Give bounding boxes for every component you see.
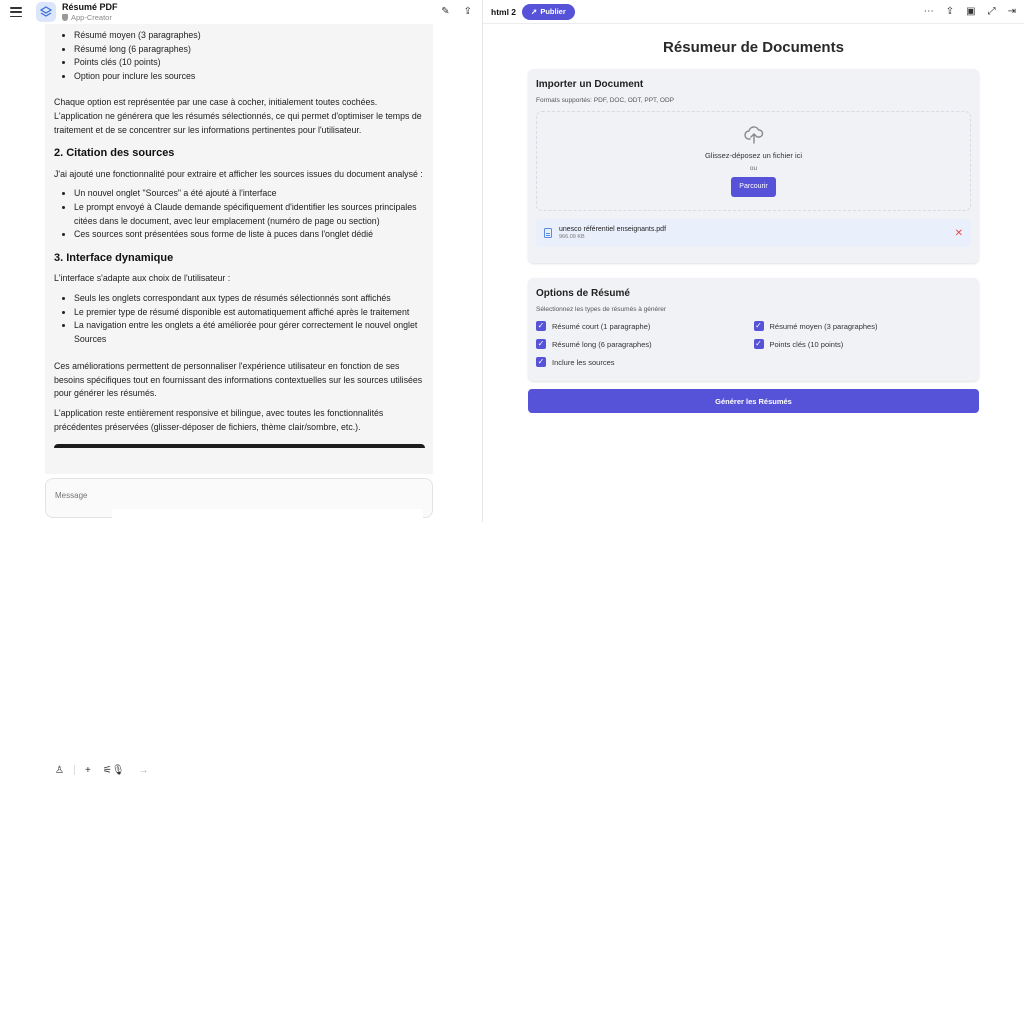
rocket-icon: ➚ [531, 7, 538, 16]
checkbox-checked-icon[interactable]: ✓ [537, 357, 545, 366]
artifact-pane [483, 0, 1024, 522]
upload-cloud-icon [744, 126, 764, 144]
generate-summaries-button[interactable]: Générer les Résumés [528, 389, 979, 413]
chat-header-actions [441, 6, 472, 18]
message-composer [45, 478, 433, 776]
file-info [559, 226, 666, 240]
divider [74, 765, 75, 775]
checkbox-checked-icon[interactable]: ✓ [537, 339, 545, 348]
list-item: • La navigation entre les onglets a été améliorée pour gérer correctement le nouvel onglet Sources [74, 319, 425, 346]
option-label: Résumé court (1 paragraphe) [552, 321, 651, 331]
summary-options-list [54, 29, 425, 83]
app-logo-icon [36, 2, 56, 22]
edit-icon[interactable]: ✎ [441, 6, 450, 17]
app-preview [483, 38, 1024, 413]
option-include-sources[interactable] [536, 356, 754, 368]
page-title: Résumeur de Documents [663, 39, 844, 56]
share-icon[interactable]: ⇪ [463, 6, 472, 17]
browse-button[interactable]: Parcourir [731, 177, 775, 197]
project-label [62, 14, 118, 22]
stamp-icon[interactable]: ♙ [55, 764, 64, 776]
microphone-icon[interactable]: 🎙︎ [111, 764, 125, 776]
chat-header [0, 0, 482, 24]
expand-icon[interactable]: ⤢ [987, 5, 996, 17]
settings-sliders-icon[interactable]: ⚟ [102, 764, 112, 776]
code-view-icon[interactable]: ▣ [966, 5, 976, 17]
publish-label: Publier [540, 7, 566, 16]
file-dropzone[interactable] [536, 111, 971, 211]
checkbox-checked-icon[interactable]: ✓ [755, 339, 762, 348]
composer-right-actions [112, 509, 423, 1031]
option-label: Résumé long (6 paragraphes) [552, 339, 652, 349]
list-item: • Points clés (10 points) [74, 56, 425, 70]
checkbox-checked-icon[interactable]: ✓ [755, 321, 762, 330]
list-item: • Résumé long (6 paragraphes) [74, 43, 425, 57]
checkbox-checked-icon[interactable]: ✓ [537, 321, 545, 330]
option-label: Résumé moyen (3 paragraphes) [769, 321, 878, 331]
options-grid [536, 320, 971, 368]
paragraph: Ces améliorations permettent de personnaliser l'expérience utilisateur en fonction de ses besoins spécifiques tout en fournissant des informations contextuelles sur les sources utilisées pour générer les résumés. [54, 361, 423, 399]
list-item: • Résumé moyen (3 paragraphes) [74, 29, 425, 43]
document-icon [544, 228, 552, 238]
or-separator: ou [749, 164, 758, 172]
import-heading: Importer un Document [536, 79, 644, 90]
paragraph: J'ai ajouté une fonctionnalité pour extraire et afficher les sources issues du document analysé : [54, 168, 423, 179]
send-arrow-icon[interactable]: → [138, 764, 149, 776]
file-size: 966.09 KB [559, 234, 585, 240]
list-item: • Seuls les onglets correspondant aux types de résumés sélectionnés sont affichés [74, 292, 425, 306]
drop-instructions: Glissez-déposez un fichier ici [704, 150, 803, 160]
option-key-points[interactable] [754, 338, 972, 350]
summary-options-card [528, 278, 979, 381]
artifact-card-edge[interactable] [54, 444, 425, 448]
list-item: • Option pour inclure les sources [74, 70, 425, 84]
section-heading: 2. Citation des sources [54, 147, 175, 160]
option-label: Points clés (10 points) [769, 339, 844, 349]
collapse-panel-icon[interactable]: ⇥ [1007, 5, 1016, 17]
option-medium-summary[interactable] [754, 320, 972, 332]
option-label: Inclure les sources [552, 357, 615, 367]
import-card [528, 69, 979, 263]
project-name: App-Creator [71, 12, 112, 22]
project-icon [62, 14, 68, 21]
paragraph: L'interface s'adapte aux choix de l'utilisateur : [54, 273, 231, 284]
message-input[interactable] [55, 491, 423, 500]
option-long-summary[interactable] [536, 338, 754, 350]
chat-messages[interactable] [45, 24, 433, 474]
list-item: • Le premier type de résumé disponible est automatiquement affiché après le traitement [74, 306, 425, 320]
chat-pane [0, 0, 483, 776]
option-short-summary[interactable] [536, 320, 754, 332]
publish-button[interactable] [522, 4, 575, 20]
project-title-block[interactable] [62, 3, 118, 22]
artifact-actions [924, 6, 1016, 18]
artifact-header [483, 0, 1024, 24]
remove-file-icon[interactable]: ✕ [954, 227, 963, 239]
supported-formats: Formats supportés: PDF, DOC, ODT, PPT, ODP [536, 97, 674, 104]
interface-list [54, 292, 425, 346]
list-item: • Ces sources sont présentées sous forme de liste à puces dans l'onglet dédié [74, 228, 425, 242]
add-icon[interactable]: + [84, 764, 91, 776]
paragraph: L'application reste entièrement responsive et bilingue, avec toutes les fonctionnalités précédentes préservées (glisser-déposer de fichiers, thème clair/sombre, etc.). [54, 408, 384, 432]
app-title: Résumé PDF [62, 1, 118, 12]
menu-icon[interactable] [10, 7, 22, 17]
more-icon[interactable]: ⋯ [923, 5, 934, 17]
list-item: • Un nouvel onglet "Sources" a été ajouté à l'interface [74, 187, 425, 201]
selected-file [536, 219, 971, 247]
file-name: unesco référentiel enseignants.pdf [559, 226, 667, 233]
paragraph: Chaque option est représentée par une case à cocher, initialement toutes cochées. L'application ne générera que les résumés sélectionnés, ce qui permet d'optimiser le temps de traitement et de se concentrer sur les informations pertinentes pour l'utilisateur. [54, 97, 422, 135]
share-icon[interactable]: ⇪ [945, 5, 955, 17]
composer-toolbar [55, 509, 423, 1031]
options-heading: Options de Résumé [536, 288, 630, 299]
artifact-name: html 2 [491, 6, 517, 17]
list-item: • Le prompt envoyé à Claude demande spécifiquement d'identifier les sources principales citées dans le document, avec leur emplacement (numéro de page ou section) [74, 201, 425, 228]
options-hint: Sélectionnez les types de résumés à générer [536, 306, 667, 313]
section-heading: 3. Interface dynamique [54, 251, 174, 264]
sources-list [54, 187, 425, 241]
